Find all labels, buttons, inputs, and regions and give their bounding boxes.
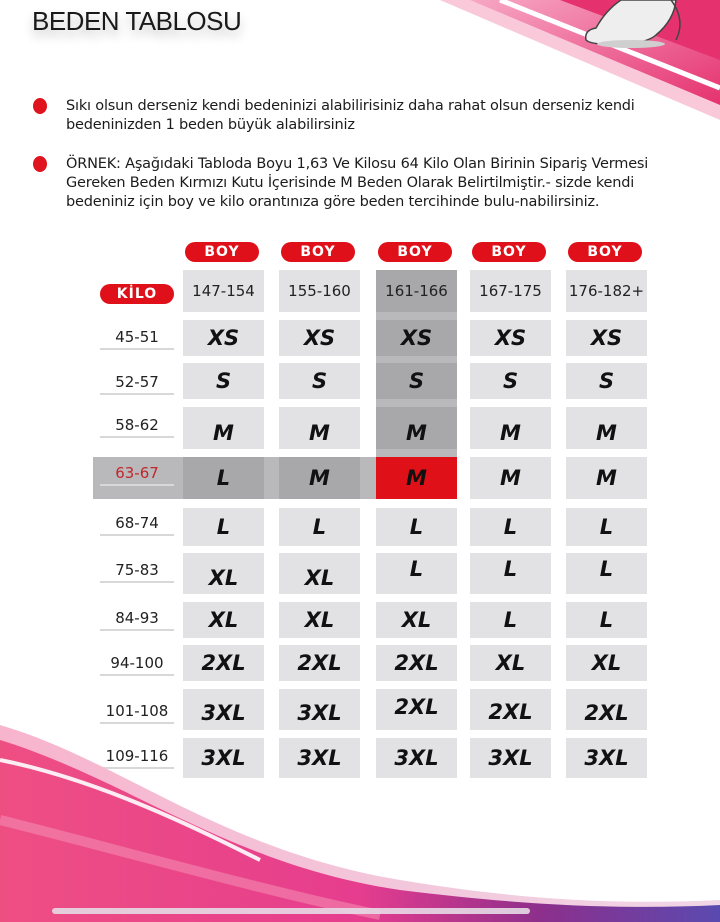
size-cell: L (566, 508, 647, 546)
size-cell: 3XL (279, 738, 360, 778)
size-cell: 3XL (183, 689, 264, 730)
size-cell: S (279, 363, 360, 399)
height-header: 155-160 (279, 270, 360, 312)
weight-label: 75-83 (100, 561, 174, 583)
size-cell: XL (470, 645, 551, 681)
boy-badge: BOY (568, 242, 642, 262)
size-cell: XL (279, 602, 360, 638)
weight-label: 109-116 (100, 747, 174, 769)
note-example: ÖRNEK: Aşağıdaki Tabloda Boyu 1,63 Ve Kilosu 64 Kilo Olan Birinin Sipariş Vermesi Gereken Beden Kırmızı Kutu İçerisinde M Beden Olarak Belirtilmiştir.- sizde kendi bedeniniz için boy ve kilo orantınıza göre beden tercihinde bulu-nabilirsiniz. (66, 156, 649, 210)
pink-swoosh-bottom (0, 700, 720, 922)
size-cell: L (470, 508, 551, 546)
size-cell: XL (183, 602, 264, 638)
boy-badge: BOY (185, 242, 259, 262)
height-header: 147-154 (183, 270, 264, 312)
size-cell: S (376, 363, 457, 399)
weight-label: 84-93 (100, 609, 174, 631)
height-header: 161-166 (376, 270, 457, 312)
size-cell: XS (566, 320, 647, 356)
size-cell: 2XL (183, 645, 264, 681)
weight-label: 52-57 (100, 373, 174, 395)
size-cell: M (566, 457, 647, 499)
horizontal-scrollbar[interactable] (52, 908, 530, 914)
size-cell: 2XL (279, 645, 360, 681)
size-cell: S (566, 363, 647, 399)
weight-label-highlighted: 63-67 (100, 464, 174, 486)
size-cell: L (376, 553, 457, 594)
size-cell: 3XL (183, 738, 264, 778)
size-cell: XL (566, 645, 647, 681)
size-cell: L (566, 602, 647, 638)
size-cell: M (376, 407, 457, 449)
size-cell: 3XL (566, 738, 647, 778)
height-header: 176-182+ (566, 270, 647, 312)
size-cell: 3XL (376, 738, 457, 778)
boy-badge: BOY (281, 242, 355, 262)
bullet-dot-icon (33, 98, 47, 114)
size-cell: 2XL (470, 689, 551, 730)
size-cell: M (470, 457, 551, 499)
size-cell: XL (376, 602, 457, 638)
size-cell: L (470, 553, 551, 594)
size-cell: S (183, 363, 264, 399)
size-cell: M (279, 407, 360, 449)
weight-label: 94-100 (100, 654, 174, 676)
size-cell: 3XL (470, 738, 551, 778)
weight-label: 58-62 (100, 416, 174, 438)
size-cell: L (183, 457, 264, 499)
size-cell: M (470, 407, 551, 449)
bullet-dot-icon (33, 156, 47, 172)
weight-label: 68-74 (100, 514, 174, 536)
size-cell: 2XL (376, 689, 457, 730)
size-cell: 2XL (376, 645, 457, 681)
size-cell: XS (183, 320, 264, 356)
size-cell: L (376, 508, 457, 546)
size-cell: M (183, 407, 264, 449)
note-fit-advice: Sıkı olsun derseniz kendi bedeninizi alabilirisiniz daha rahat olsun derseniz kendi bedeninizden 1 beden büyük alabilirsiniz (66, 98, 635, 133)
size-cell: XL (279, 553, 360, 594)
weight-label: 45-51 (100, 328, 174, 350)
size-cell: L (566, 553, 647, 594)
size-cell: L (279, 508, 360, 546)
size-cell: 3XL (279, 689, 360, 730)
weight-label: 101-108 (100, 702, 174, 724)
height-header: 167-175 (470, 270, 551, 312)
page-title: BEDEN TABLOSU (32, 6, 242, 36)
size-cell: M (279, 457, 360, 499)
size-cell: XS (376, 320, 457, 356)
boy-badge: BOY (472, 242, 546, 262)
size-cell: 2XL (566, 689, 647, 730)
size-cell: XS (470, 320, 551, 356)
size-cell-selected: M (376, 457, 457, 499)
size-cell: S (470, 363, 551, 399)
kilo-badge: KİLO (100, 284, 174, 304)
size-cell: XL (183, 553, 264, 594)
size-cell: XS (279, 320, 360, 356)
size-cell: M (566, 407, 647, 449)
size-cell: L (183, 508, 264, 546)
boy-badge: BOY (378, 242, 452, 262)
size-cell: L (470, 602, 551, 638)
cat-illustration-icon (576, 0, 696, 48)
